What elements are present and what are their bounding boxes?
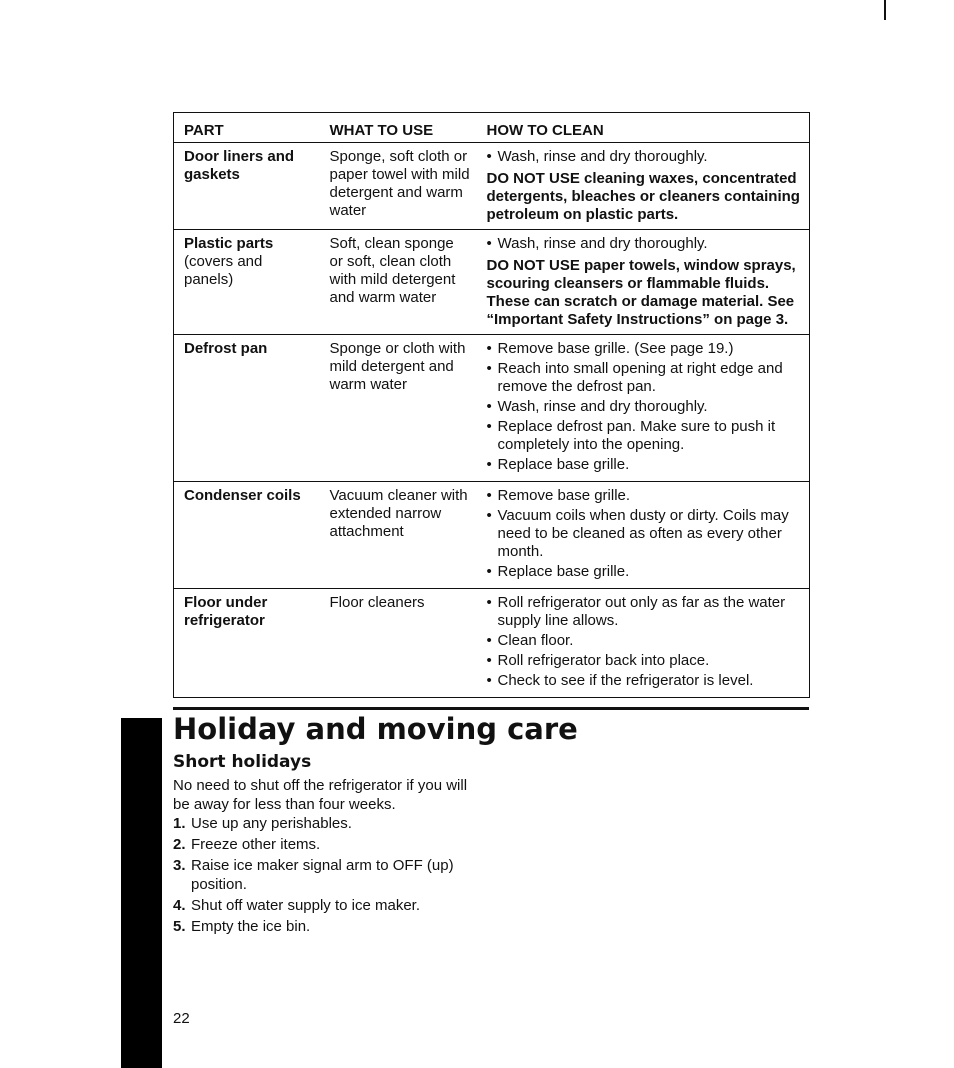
part-cell <box>174 143 320 230</box>
how-to-clean-cell <box>477 482 810 589</box>
section-intro: No need to shut off the refrigerator if you will be away for less than four weeks. <box>173 777 468 813</box>
instruction-list <box>487 340 804 474</box>
section-tab-marker <box>121 718 162 1068</box>
what-to-use-text: Vacuum cleaner with extended narrow attachment <box>329 487 468 540</box>
what-to-use-cell <box>320 482 477 589</box>
how-to-clean-cell <box>477 335 810 482</box>
part-name: Door liners and gaskets <box>184 148 295 183</box>
instruction-item: • Wash, rinse and dry thoroughly. <box>487 398 804 416</box>
step-text: Empty the ice bin. <box>191 918 311 935</box>
what-to-use-text: Floor cleaners <box>329 594 425 611</box>
what-to-use-cell <box>320 335 477 482</box>
cleaning-table <box>173 112 810 698</box>
step-number: 5. <box>173 918 186 935</box>
step-number: 1. <box>173 815 186 832</box>
table-row <box>174 143 810 230</box>
header-part: PART <box>174 113 320 143</box>
how-to-clean-cell <box>477 230 810 335</box>
instruction-item: • Remove base grille. <box>487 487 804 505</box>
steps-list <box>173 814 473 938</box>
part-cell <box>174 230 320 335</box>
section-rule <box>173 707 809 710</box>
step-number: 4. <box>173 897 186 914</box>
step-item <box>173 856 473 894</box>
part-name: Defrost pan <box>184 340 268 357</box>
what-to-use-cell <box>320 143 477 230</box>
how-to-clean-cell <box>477 589 810 698</box>
step-text: Freeze other items. <box>191 836 321 853</box>
header-how-to-clean: HOW TO CLEAN <box>477 113 810 143</box>
table-body <box>174 143 810 698</box>
table-row <box>174 230 810 335</box>
step-number: 3. <box>173 857 186 874</box>
instruction-list <box>487 487 804 581</box>
how-to-clean-cell <box>477 143 810 230</box>
part-name: Condenser coils <box>184 487 301 504</box>
part-cell <box>174 589 320 698</box>
step-text: Raise ice maker signal arm to OFF (up) position. <box>191 857 454 893</box>
instruction-item: • Replace defrost pan. Make sure to push it completely into the opening. <box>487 418 804 454</box>
what-to-use-cell <box>320 230 477 335</box>
step-text: Shut off water supply to ice maker. <box>191 897 421 914</box>
table-row <box>174 589 810 698</box>
warning-text: DO NOT USE cleaning waxes, concentrated detergents, bleaches or cleaners containing petroleum on plastic parts. <box>486 170 800 223</box>
part-name: Plastic parts <box>184 235 274 252</box>
instruction-list <box>487 148 804 166</box>
what-to-use-text: Sponge or cloth with mild detergent and warm water <box>329 340 466 393</box>
step-item <box>173 814 473 833</box>
section-subtitle: Short holidays <box>173 752 312 772</box>
step-item <box>173 917 473 936</box>
step-item <box>173 896 473 915</box>
table-row <box>174 335 810 482</box>
what-to-use-cell <box>320 589 477 698</box>
header-what-to-use: WHAT TO USE <box>320 113 477 143</box>
step-item <box>173 835 473 854</box>
instruction-item: • Replace base grille. <box>487 563 804 581</box>
step-text: Use up any perishables. <box>191 815 352 832</box>
instruction-item: • Reach into small opening at right edge and remove the defrost pan. <box>487 360 804 396</box>
step-number: 2. <box>173 836 186 853</box>
instruction-item: • Vacuum coils when dusty or dirty. Coils may need to be cleaned as often as every other month. <box>487 507 804 561</box>
instruction-list <box>487 594 804 690</box>
part-note: (covers and panels) <box>184 253 263 288</box>
instruction-item: • Remove base grille. (See page 19.) <box>487 340 804 358</box>
table-header-row <box>174 113 810 143</box>
part-cell <box>174 335 320 482</box>
table-row <box>174 482 810 589</box>
instruction-list <box>487 235 804 253</box>
what-to-use-text: Sponge, soft cloth or paper towel with mild detergent and warm water <box>329 148 470 219</box>
what-to-use-text: Soft, clean sponge or soft, clean cloth with mild detergent and warm water <box>329 235 456 306</box>
instruction-item: • Wash, rinse and dry thoroughly. <box>487 235 804 253</box>
instruction-item: • Roll refrigerator back into place. <box>487 652 804 670</box>
section-title: Holiday and moving care <box>173 712 578 746</box>
instruction-item: • Replace base grille. <box>487 456 804 474</box>
part-name: Floor under refrigerator <box>184 594 268 629</box>
warning-text: DO NOT USE paper towels, window sprays, scouring cleansers or flammable fluids. These can scratch or damage material. See “Important Safety Instructions” on page 3. <box>486 257 796 328</box>
instruction-item: • Clean floor. <box>487 632 804 650</box>
part-cell <box>174 482 320 589</box>
instruction-item: • Check to see if the refrigerator is level. <box>487 672 804 690</box>
page-edge-mark <box>884 0 886 20</box>
instruction-item: • Roll refrigerator out only as far as the water supply line allows. <box>487 594 804 630</box>
page-number: 22 <box>173 1010 190 1027</box>
instruction-item: • Wash, rinse and dry thoroughly. <box>487 148 804 166</box>
